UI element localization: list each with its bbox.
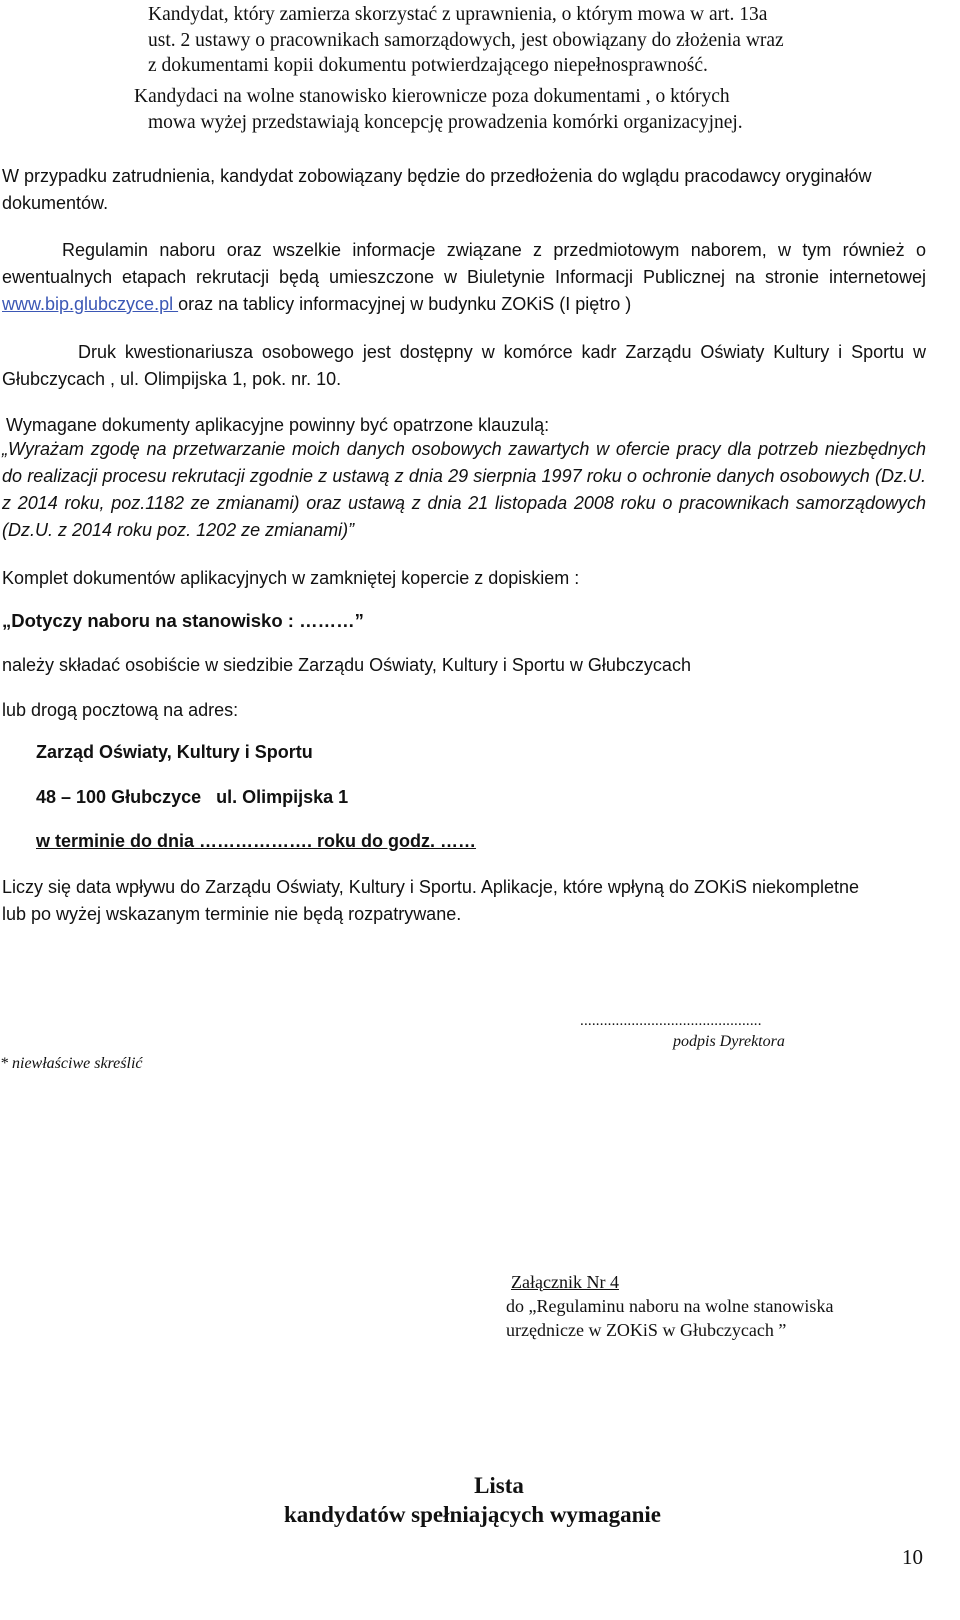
attachment-line2: urzędnicze w ZOKiS w Głubczycach ” (506, 1320, 787, 1340)
page-number: 10 (902, 1545, 923, 1569)
attachment-line1: do „Regulaminu naboru na wolne stanowiska (506, 1296, 834, 1316)
paragraph-post: lub drogą pocztową na adres: (2, 700, 239, 720)
paragraph-receipt-date: Liczy się data wpływu do Zarządu Oświaty, Kultury i Sportu. Aplikacje, które wpłyną do ZOKiS niekompletne lub po wyżej wskazanym terminie nie będą rozpatrywane. (2, 877, 860, 924)
envelope-note: „Dotyczy naboru na stanowisko : ………” (2, 610, 364, 631)
clause-intro: Wymagane dokumenty aplikacyjne powinny być opatrzone klauzulą: (6, 415, 550, 435)
address-street: 48 – 100 Głubczyce ul. Olimpijska 1 (36, 787, 349, 807)
paragraph-employment: W przypadku zatrudnienia, kandydat zobowiązany będzie do przedłożenia do wglądu pracodawcy oryginałów dokumentów. (2, 166, 872, 213)
paragraph-questionnaire: Druk kwestionariusza osobowego jest dostępny w komórce kadr Zarządu Oświaty Kultury i Sportu w Głubczycach , ul. Olimpijska 1, pok. nr. 10. (2, 342, 926, 389)
attachment-title: Załącznik Nr 4 (511, 1272, 619, 1292)
bip-link[interactable]: www.bip.glubczyce.pl (2, 294, 179, 314)
footnote: * niewłaściwe skreślić (0, 1055, 143, 1072)
signature-line: .............................................. (580, 1013, 762, 1029)
paragraph-disability-line2: ust. 2 ustawy o pracownikach samorządowych, jest obowiązany do złożenia wraz (148, 29, 784, 51)
list-subtitle: kandydatów spełniających wymaganie (284, 1502, 661, 1527)
regulamin-text-after: oraz na tablicy informacyjnej w budynku ZOKiS (I piętro ) (178, 294, 632, 314)
signature-label: podpis Dyrektora (673, 1033, 785, 1050)
paragraph-regulamin (2, 237, 926, 318)
paragraph-managerial-line1: Kandydaci na wolne stanowisko kierownicze poza dokumentami , o których (134, 86, 730, 107)
address-name: Zarząd Oświaty, Kultury i Sportu (36, 742, 313, 762)
paragraph-managerial-line2: mowa wyżej przedstawiają koncepcję prowadzenia komórki organizacyjnej. (148, 112, 743, 133)
deadline-line: w terminie do dnia ………………. roku do godz. …… (36, 831, 477, 851)
paragraph-envelope: Komplet dokumentów aplikacyjnych w zamkniętej kopercie z dopiskiem : (2, 568, 580, 588)
paragraph-disability-line1: Kandydat, który zamierza skorzystać z uprawnienia, o którym mowa w art. 13a (148, 4, 768, 25)
consent-clause: „Wyrażam zgodę na przetwarzanie moich danych osobowych zawartych w ofercie pracy dla potrzeb niezbędnych do realizacji procesu rekrutacji zgodnie z ustawą z dnia 29 sierpnia 1997 roku o ochronie danych osobowych (Dz.U. z 2014 roku, poz.1182 ze zmianami) oraz ustawą z dnia 21 listopada 2008 roku o pracownikach samorządowych (Dz.U. z 2014 roku poz. 1202 ze zmianami)” (2, 439, 926, 540)
paragraph-deliver: należy składać osobiście w siedzibie Zarządu Oświaty, Kultury i Sportu w Głubczycach (2, 655, 691, 675)
list-title: Lista (474, 1473, 524, 1498)
regulamin-text: Regulamin naboru oraz wszelkie informacje związane z przedmiotowym naborem, w tym również o ewentualnych etapach rekrutacji będą umieszczone w Biuletynie Informacji Publicznej na stronie internetowej (2, 240, 926, 287)
paragraph-disability-line3: z dokumentami kopii dokumentu potwierdzającego niepełnosprawność. (148, 55, 708, 76)
